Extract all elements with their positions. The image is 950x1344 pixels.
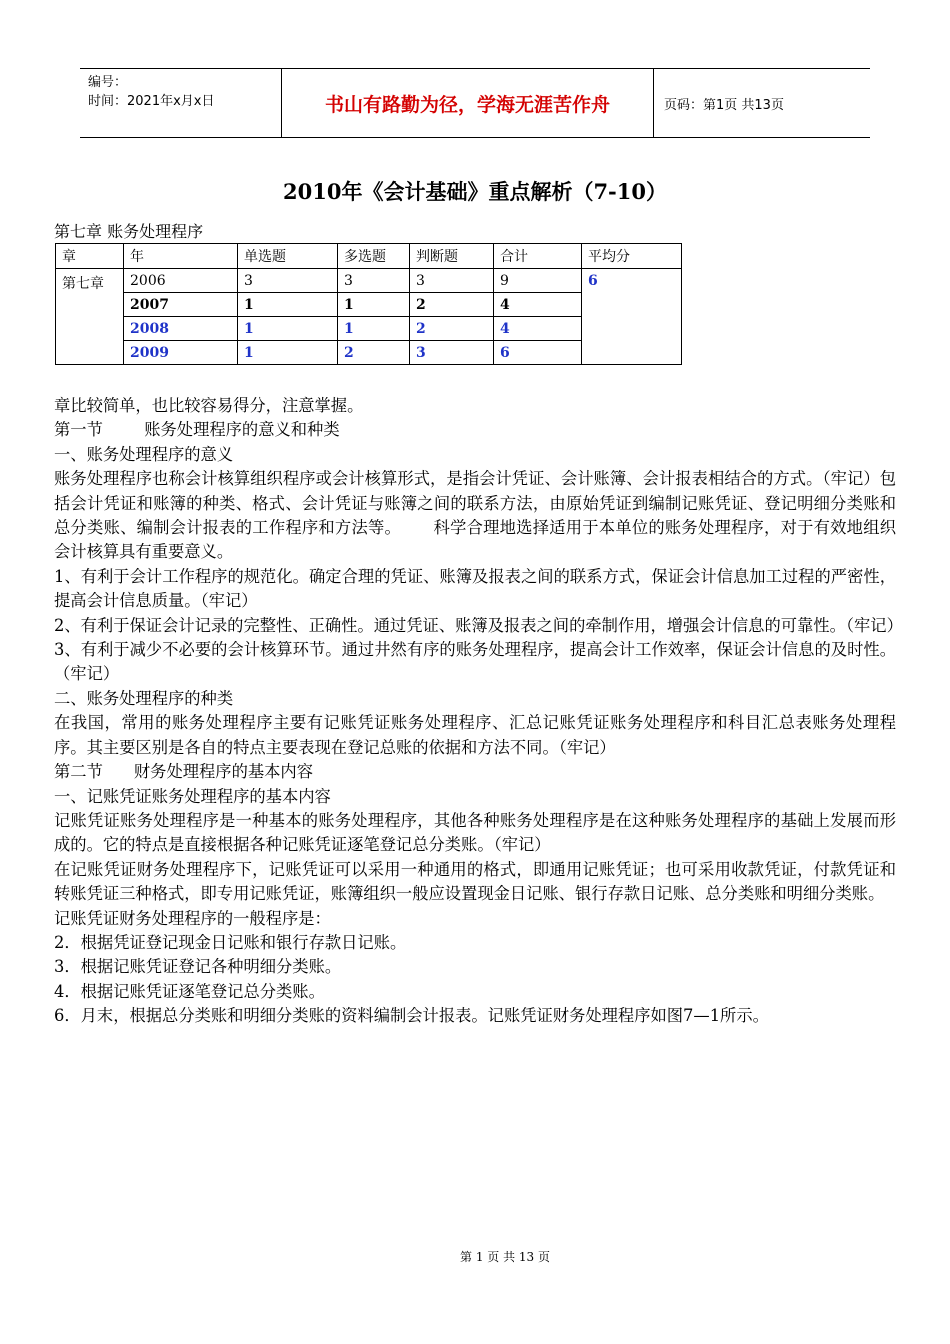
- subsection-heading: 二、账务处理程序的种类: [54, 688, 234, 708]
- subsection-heading: 一、账务处理程序的意义: [54, 444, 234, 464]
- list-item: 4．根据记账凭证逐笔登记总分类账。: [54, 981, 325, 1001]
- paragraph: 账务处理程序也称会计核算组织程序或会计核算形式，是指会计凭证、会计账簿、会计报表相结合的方式。（牢记）包括会计凭证和账簿的种类、格式、会计凭证与账簿之间的联系方法，由原始凭证到编制记账凭证、登记明细分类账和总分类账、编制会计报表的工作程序和方法等。 科学合理地选择适用于本单位的账务处理程序，对于有效地组织会计核算具有重要意义。: [54, 469, 896, 562]
- year-cell: 2007: [124, 293, 238, 317]
- multi-cell: 2: [338, 341, 410, 365]
- header-cell: 章: [56, 244, 124, 269]
- judge-cell: 3: [410, 341, 494, 365]
- multi-cell: 1: [338, 293, 410, 317]
- average-cell: 6: [582, 269, 682, 365]
- header-cell: 合计: [494, 244, 582, 269]
- paragraph: 在记账凭证财务处理程序下，记账凭证可以采用一种通用的格式，即通用记账凭证；也可采用收款凭证，付款凭证和转账凭证三种格式，即专用记账凭证，账簿组织一般应设置现金日记账、银行存款日记账、总分类账和明细分类账。: [54, 859, 896, 904]
- list-item: 2．根据凭证登记现金日记账和银行存款日记账。: [54, 932, 407, 952]
- judge-cell: 3: [410, 269, 494, 293]
- judge-cell: 2: [410, 317, 494, 341]
- number-label: 编号：: [88, 75, 128, 90]
- header-motto: 书山有路勤为径，学海无涯苦作舟: [282, 69, 654, 137]
- list-item: 6．月末，根据总分类账和明细分类账的资料编制会计报表。记账凭证财务处理程序如图7—1所示。: [54, 1006, 769, 1026]
- year-cell: 2008: [124, 317, 238, 341]
- paragraph: 在我国，常用的账务处理程序主要有记账凭证账务处理程序、汇总记账凭证账务处理程序和科目汇总表账务处理程序。其主要区别是各自的特点主要表现在登记总账的依据和方法不同。（牢记）: [54, 713, 896, 757]
- page-footer: 第 1 页 共 13 页: [460, 1250, 550, 1264]
- list-item: 3．根据记账凭证登记各种明细分类账。: [54, 957, 342, 977]
- single-cell: 3: [238, 269, 338, 293]
- header-cell: 多选题: [338, 244, 410, 269]
- total-cell: 6: [494, 341, 582, 365]
- chapter-heading: 第七章 账务处理程序: [54, 222, 204, 241]
- document-title: 2010年《会计基础》重点解析（7-10）: [283, 179, 667, 204]
- total-cell: 9: [494, 269, 582, 293]
- single-cell: 1: [238, 341, 338, 365]
- single-cell: 1: [238, 293, 338, 317]
- section-heading: 第二节 财务处理程序的基本内容: [54, 762, 313, 782]
- paragraph: 记账凭证财务处理程序的一般程序是：: [54, 908, 331, 928]
- table-header-row: [56, 244, 682, 269]
- multi-cell: 1: [338, 317, 410, 341]
- time-label: 时间：2021年x月x日: [88, 94, 215, 109]
- total-cell: 4: [494, 293, 582, 317]
- table-row: [56, 269, 682, 293]
- judge-cell: 2: [410, 293, 494, 317]
- paragraph: 1、有利于会计工作程序的规范化。确定合理的凭证、账簿及报表之间的联系方式，保证会计信息加工过程的严密性，提高会计信息质量。（牢记）: [54, 566, 896, 611]
- multi-cell: 3: [338, 269, 410, 293]
- page-header: [80, 68, 870, 138]
- total-cell: 4: [494, 317, 582, 341]
- score-table: [55, 243, 682, 365]
- header-page-label: 页码：第1页 共13页: [664, 97, 784, 113]
- header-cell: 平均分: [582, 244, 682, 269]
- subsection-heading: 一、记账凭证账务处理程序的基本内容: [54, 786, 331, 806]
- year-cell: 2009: [124, 341, 238, 365]
- header-cell: 年: [124, 244, 238, 269]
- header-info: [80, 69, 282, 137]
- year-cell: 2006: [124, 269, 238, 293]
- paragraph: 2、有利于保证会计记录的完整性、正确性。通过凭证、账簿及报表之间的牵制作用，增强会计信息的可靠性。（牢记）: [54, 615, 903, 635]
- paragraph: 章比较简单，也比较容易得分，注意掌握。: [54, 396, 364, 415]
- paragraph: 3、有利于减少不必要的会计核算环节。通过井然有序的账务处理程序，提高会计工作效率，保证会计信息的及时性。（牢记）: [54, 640, 896, 684]
- single-cell: 1: [238, 317, 338, 341]
- body-text: [54, 394, 903, 1029]
- header-cell: 判断题: [410, 244, 494, 269]
- chapter-cell: 第七章: [56, 269, 124, 365]
- section-heading: 第一节 账务处理程序的意义和种类: [54, 420, 340, 440]
- header-cell: 单选题: [238, 244, 338, 269]
- paragraph: 记账凭证账务处理程序是一种基本的账务处理程序，其他各种账务处理程序是在这种账务处理程序的基础上发展而形成的。它的特点是直接根据各种记账凭证逐笔登记总分类账。（牢记）: [54, 810, 896, 855]
